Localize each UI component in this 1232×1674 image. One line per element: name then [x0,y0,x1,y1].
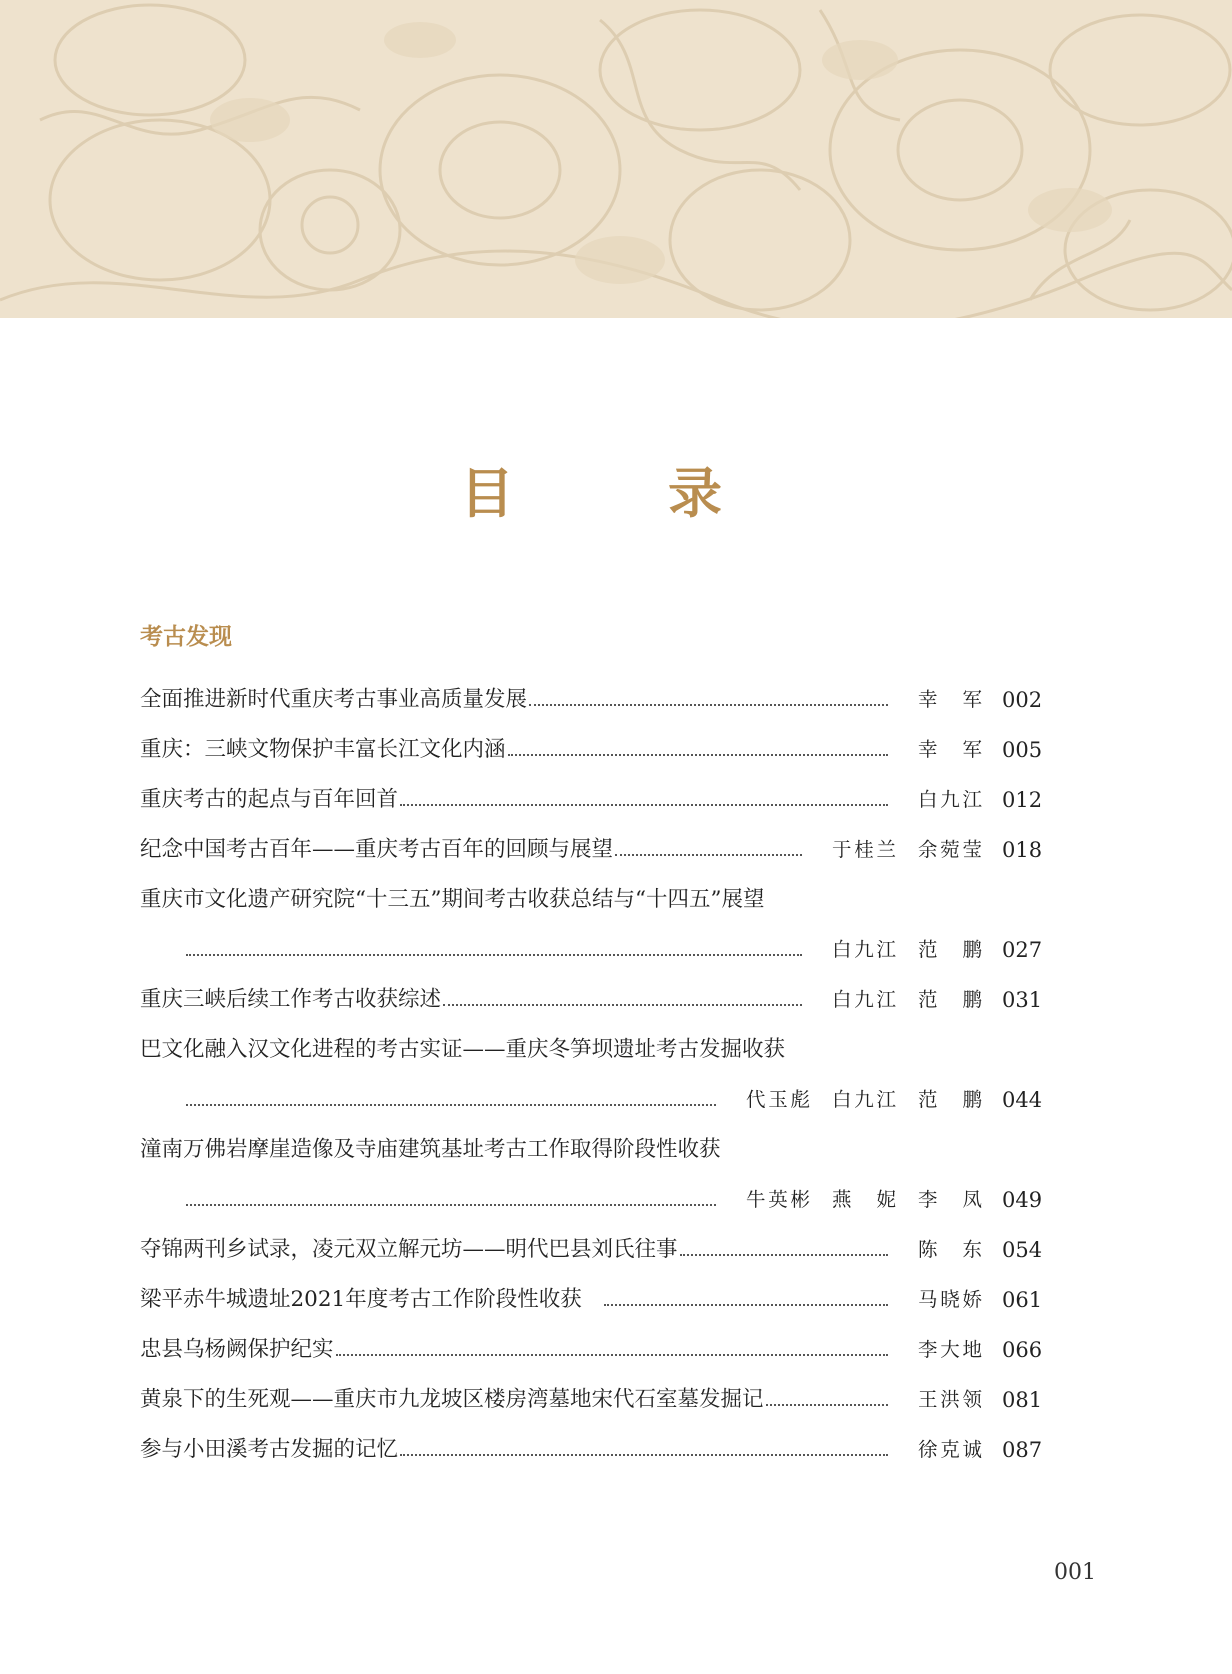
entry-author: 白九江 [832,1088,896,1111]
entry-title: 巴文化融入汉文化进程的考古实证——重庆冬笋坝遗址考古发掘收获 [140,1037,786,1062]
toc-entry[interactable] [140,1030,1040,1070]
entry-authors [896,680,982,720]
entry-title: 重庆：三峡文物保护丰富长江文化内涵 [140,737,506,762]
page-folio: 001 [1054,1560,1096,1585]
toc-entry[interactable] [140,1430,1043,1470]
entry-author: 范 鹏 [918,938,982,961]
toc-entry[interactable] [140,730,1043,770]
entry-authors [810,930,982,970]
toc-entry-continuation[interactable] [184,930,1043,970]
entry-page-number: 012 [1002,788,1043,812]
decorative-banner [0,0,1232,318]
entry-page-number: 081 [1002,1388,1043,1412]
entry-author: 牛英彬 [746,1188,810,1211]
entry-title: 潼南万佛岩摩崖造像及寺庙建筑基址考古工作取得阶段性收获 [140,1137,721,1162]
page-title: 目 录 [460,461,772,525]
entry-page-number: 002 [1002,688,1043,712]
entry-author: 徐克诚 [918,1438,982,1461]
toc-entry[interactable] [140,680,1043,720]
entry-author: 白九江 [832,938,896,961]
toc-entry-continuation[interactable] [184,1180,1043,1220]
entry-authors [810,980,982,1020]
entry-title: 重庆三峡后续工作考古收获综述 [140,987,442,1012]
entry-page-number: 066 [1002,1338,1043,1362]
entry-author: 陈 东 [918,1238,982,1261]
entry-title: 纪念中国考古百年——重庆考古百年的回顾与展望 [140,837,614,862]
dot-leader [400,803,888,806]
dot-leader [766,1403,888,1406]
toc-entry[interactable] [140,1230,1043,1270]
entry-author: 王洪领 [918,1388,982,1411]
entry-author: 范 鹏 [918,1088,982,1111]
entry-author: 幸 军 [918,688,982,711]
toc-entry[interactable] [140,1130,1040,1170]
entry-author: 白九江 [832,988,896,1011]
entry-page-number: 061 [1002,1288,1043,1312]
entry-title: 重庆市文化遗产研究院“十三五”期间考古收获总结与“十四五”展望 [140,887,765,912]
toc-entry[interactable] [140,1280,1043,1320]
entry-page-number: 087 [1002,1438,1043,1462]
dot-leader [615,853,802,856]
section-heading: 考古发现 [140,623,232,650]
entry-author: 范 鹏 [918,988,982,1011]
entry-author: 余菀莹 [918,838,982,861]
entry-author: 马晓娇 [918,1288,982,1311]
entry-authors [724,1080,982,1120]
entry-page-number: 005 [1002,738,1043,762]
entry-authors [810,830,982,870]
entry-page-number: 027 [1002,938,1043,962]
floral-relief-pattern [0,0,1232,318]
entry-author: 燕 妮 [832,1188,896,1211]
entry-authors [896,780,982,820]
dot-leader [336,1353,888,1356]
toc-entry[interactable] [140,880,1040,920]
toc-entry[interactable] [140,1330,1043,1370]
entry-authors [896,730,982,770]
dot-leader [186,953,802,956]
entry-author: 李大地 [918,1338,982,1361]
entry-page-number: 054 [1002,1238,1043,1262]
dot-leader [186,1203,716,1206]
entry-title: 忠县乌杨阙保护纪实 [140,1337,334,1362]
dot-leader [604,1303,888,1306]
entry-author: 幸 军 [918,738,982,761]
entry-page-number: 031 [1002,988,1043,1012]
dot-leader [529,703,888,706]
entry-author: 白九江 [918,788,982,811]
entry-title: 黄泉下的生死观——重庆市九龙坡区楼房湾墓地宋代石室墓发掘记 [140,1387,764,1412]
entry-authors [896,1430,982,1470]
entry-author: 李 凤 [918,1188,982,1211]
dot-leader [508,753,888,756]
toc-entry[interactable] [140,830,1043,870]
entry-title: 夺锦两刊乡试录，凌元双立解元坊——明代巴县刘氏往事 [140,1237,678,1262]
entry-page-number: 018 [1002,838,1043,862]
toc-entry[interactable] [140,780,1043,820]
toc-entry-continuation[interactable] [184,1080,1043,1120]
dot-leader [680,1253,888,1256]
dot-leader [186,1103,716,1106]
entry-page-number: 044 [1002,1088,1043,1112]
entry-authors [896,1230,982,1270]
entry-title: 梁平赤牛城遗址2021年度考古工作阶段性收获 [140,1287,582,1312]
entry-authors [724,1180,982,1220]
toc-entry[interactable] [140,1380,1043,1420]
entry-page-number: 049 [1002,1188,1043,1212]
toc-entry[interactable] [140,980,1043,1020]
entry-authors [896,1330,982,1370]
entry-title: 重庆考古的起点与百年回首 [140,787,399,812]
entry-author: 代玉彪 [746,1088,810,1111]
entry-title: 参与小田溪考古发掘的记忆 [140,1437,399,1462]
entry-author: 于桂兰 [832,838,896,861]
entry-title: 全面推进新时代重庆考古事业高质量发展 [140,687,528,712]
entry-authors [896,1380,982,1420]
dot-leader [443,1003,802,1006]
dot-leader [400,1453,888,1456]
entry-authors [896,1280,982,1320]
